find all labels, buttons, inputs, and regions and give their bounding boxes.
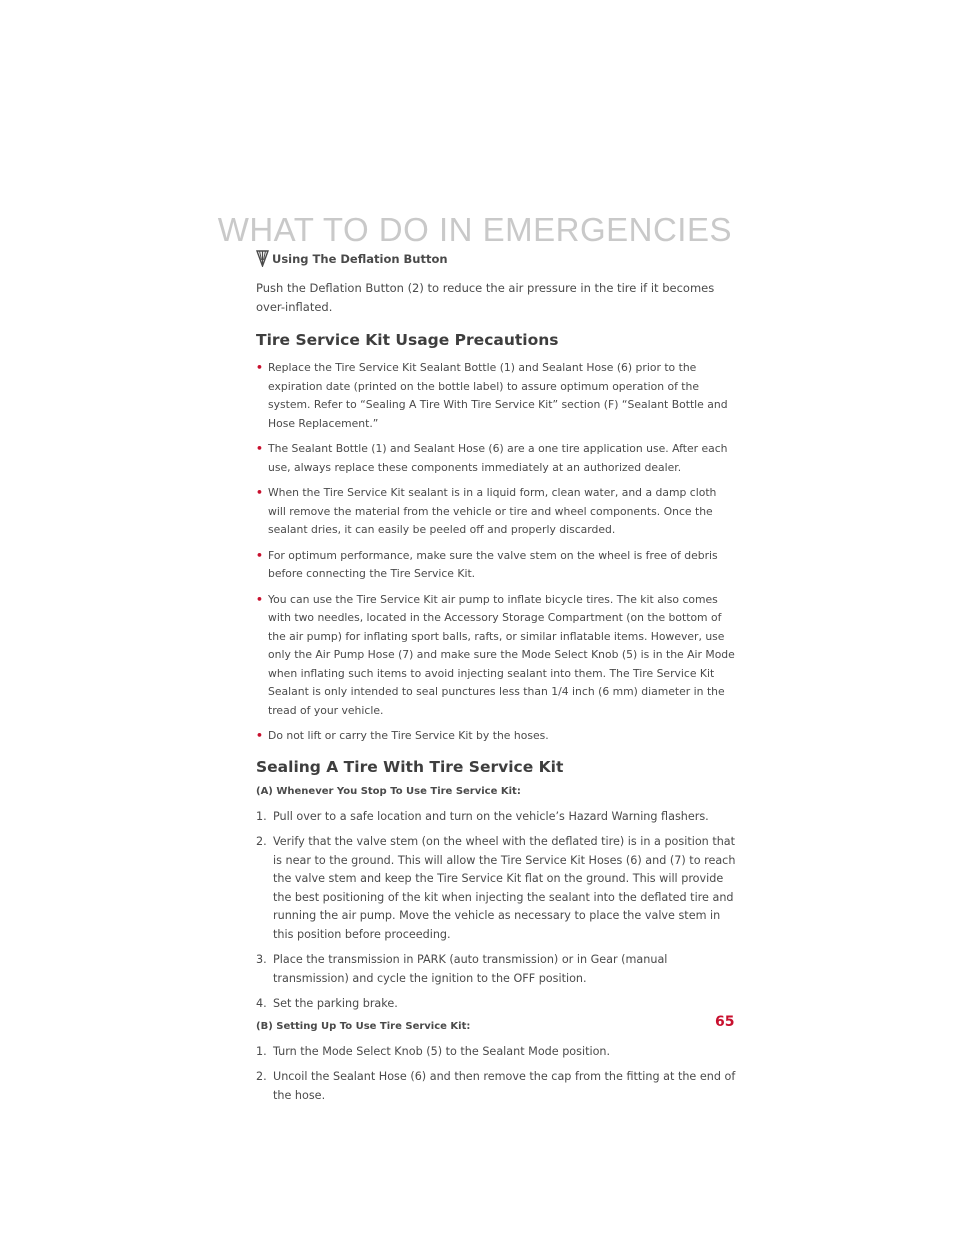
step-number: 4. — [256, 997, 267, 1010]
step-text: Uncoil the Sealant Hose (6) and then remove the cap from the fitting at the end of the hose. — [273, 1070, 736, 1102]
step-item — [256, 995, 736, 1014]
section-b-title: (B) Setting Up To Use Tire Service Kit: — [256, 1020, 471, 1032]
section-a-title: (A) Whenever You Stop To Use Tire Service Kit: — [256, 785, 521, 797]
step-item — [256, 951, 736, 988]
step-item — [256, 1068, 736, 1105]
bullet-icon: • — [256, 729, 263, 742]
tip-body: Push the Deflation Button (2) to reduce the air pressure in the tire if it becomes over-inflated. — [256, 281, 715, 314]
bullet-icon: • — [256, 486, 263, 499]
bullet-icon: • — [256, 548, 263, 562]
step-item — [256, 808, 736, 827]
list-item — [256, 359, 736, 433]
bullet-icon: • — [256, 592, 263, 606]
list-item-text: Replace the Tire Service Kit Sealant Bottle (1) and Sealant Hose (6) prior to the expiration date (printed on the bottle label) to assure optimum operation of the system. Refer to “Sealing A Tire With Tire Service Kit” section (F) “Sealant Bottle and Hose Replacement.” — [268, 361, 728, 430]
step-text: Set the parking brake. — [273, 997, 398, 1010]
list-item — [256, 547, 736, 584]
list-item — [256, 591, 736, 721]
step-item — [256, 1043, 736, 1062]
step-text: Turn the Mode Select Knob (5) to the Sealant Mode position. — [273, 1044, 611, 1058]
page-content — [256, 250, 736, 1112]
section-a-steps — [256, 808, 736, 1014]
list-item-text: You can use the Tire Service Kit air pump to inflate bicycle tires. The kit also comes with two needles, located in the Accessory Storage Compartment (on the bottom of the air pump) for inflating sport balls, rafts, or similar inflatable items. However, use only the Air Pump Hose (7) and make sure the Mode Select Knob (5) is in the Air Mode when inflating such items to avoid injecting sealant into them. The Tire Service Kit Sealant is only intended to seal punctures less than 1/4 inch (6 mm) diameter in the tread of your vehicle. — [268, 592, 735, 717]
list-item — [256, 727, 736, 746]
list-item — [256, 484, 736, 540]
bullet-icon: • — [256, 442, 263, 455]
precautions-heading: Tire Service Kit Usage Precautions — [256, 331, 559, 349]
sealing-heading: Sealing A Tire With Tire Service Kit — [256, 757, 564, 776]
section-b-steps — [256, 1043, 736, 1106]
step-text: Place the transmission in PARK (auto transmission) or in Gear (manual transmission) and cycle the ignition to the OFF position. — [273, 953, 668, 985]
step-number: 2. — [256, 835, 267, 848]
step-number: 2. — [256, 1070, 267, 1083]
section-header: WHAT TO DO IN EMERGENCIES — [217, 211, 732, 248]
tip-title: Using The Deflation Button — [272, 251, 448, 266]
step-number: 1. — [256, 809, 267, 823]
step-text: Pull over to a safe location and turn on the vehicle’s Hazard Warning flashers. — [273, 809, 709, 823]
list-item-text: When the Tire Service Kit sealant is in a liquid form, clean water, and a damp cloth will remove the material from the vehicle or tire and wheel components. Once the sealant dries, it can easily be peeled off and properly discarded. — [268, 486, 717, 536]
list-item-text: Do not lift or carry the Tire Service Kit by the hoses. — [268, 729, 549, 742]
step-text: Verify that the valve stem (on the wheel with the deflated tire) is in a position that is near to the ground. This will allow the Tire Service Kit Hoses (6) and (7) to reach the valve stem and keep the Tire Service Kit flat on the ground. This will provide the best positioning of the kit when injecting the sealant into the deflated tire and running the air pump. Move the vehicle as necessary to place the valve stem in this position before proceeding. — [273, 835, 736, 941]
bullet-icon: • — [256, 361, 263, 374]
tip-marker-icon — [256, 250, 269, 267]
list-item-text: For optimum performance, make sure the valve stem on the wheel is free of debris before connecting the Tire Service Kit. — [268, 548, 718, 580]
tip-title-row — [256, 250, 736, 267]
list-item-text: The Sealant Bottle (1) and Sealant Hose (6) are a one tire application use. After each use, always replace these components immediately at an authorized dealer. — [268, 442, 728, 474]
step-number: 3. — [256, 953, 267, 966]
list-item — [256, 440, 736, 477]
page-number: 65 — [715, 1014, 735, 1030]
step-item — [256, 833, 736, 944]
step-number: 1. — [256, 1044, 267, 1058]
precautions-list — [256, 359, 736, 746]
